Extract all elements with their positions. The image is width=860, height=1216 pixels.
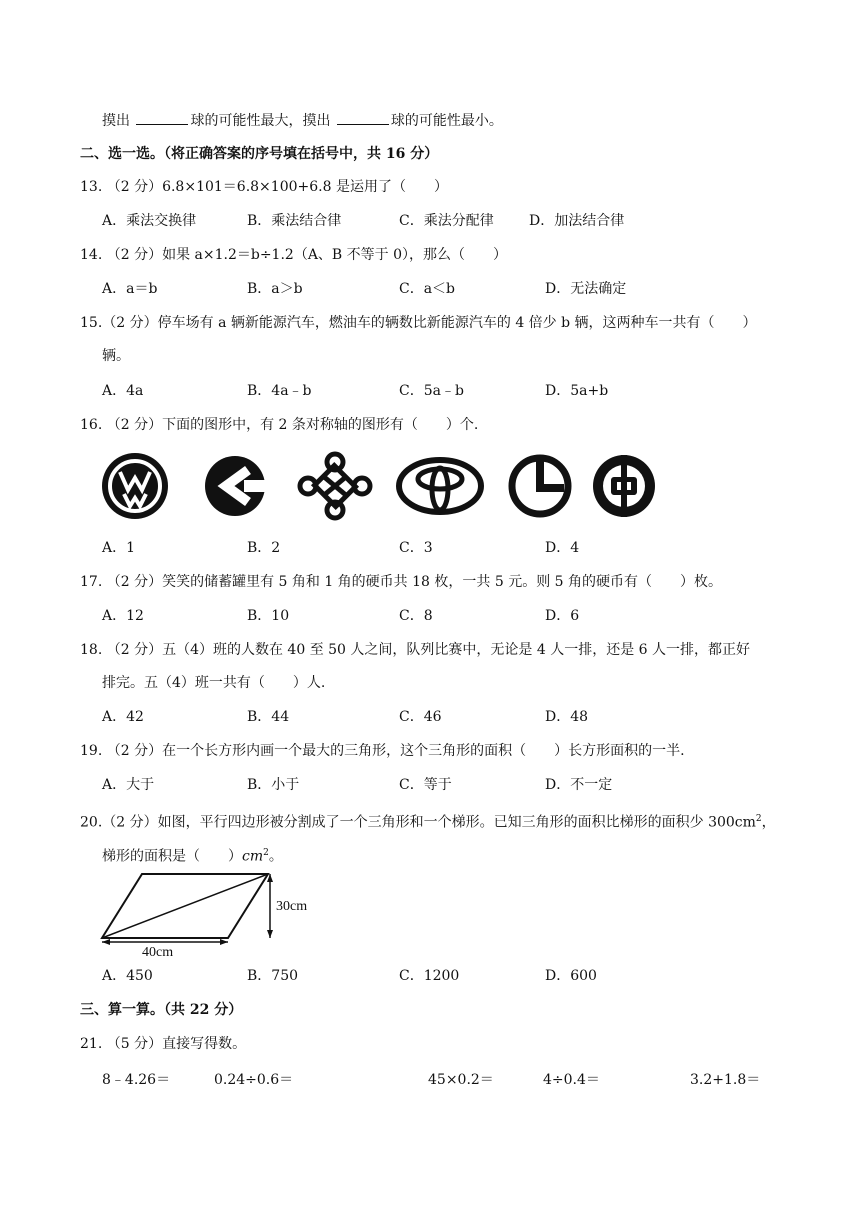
q16-option-b[interactable]: B．2 [247,540,281,556]
q13-option-b[interactable]: B．乘法结合律 [247,213,342,229]
q19-option-c[interactable]: C．等于 [399,777,452,793]
q18-option-c[interactable]: C．46 [399,709,442,725]
q20-unit-sup: 2 [263,848,269,858]
q12-text-post: 球的可能性最小。 [390,113,503,129]
answer-blank[interactable] [337,110,389,125]
q16-stem: 16. （2 分）下面的图形中，有 2 条对称轴的图形有（ ）个. [80,417,479,433]
q20-stem [80,809,776,833]
calc-item: 3.2+1.8＝ [690,1072,761,1088]
chinese-knot-icon [296,450,374,522]
boc-logo-icon [590,450,658,522]
ccb-logo-icon [204,450,266,522]
q15-option-a[interactable]: A．4a [102,383,144,399]
height-label: 30cm [276,899,308,914]
q12-tail [102,110,503,131]
section-heading-2: 二、选一选。（将正确答案的序号填在括号中，共 16 分） [80,146,439,162]
section-heading-3: 三、算一算。（共 22 分） [80,1002,243,1018]
q12-text-mid: 球的可能性最大，摸出 [190,113,331,129]
q13-stem: 13. （2 分）6.8×101＝6.8×100+6.8 是运用了（ ） [80,179,448,195]
calc-item: 0.24÷0.6＝ [214,1072,294,1088]
q14-option-b[interactable]: B．a＞b [247,281,303,297]
q14-stem: 14. （2 分）如果 a×1.2＝b÷1.2（A、B 不等于 0），那么（ ） [80,247,508,263]
q20-stem-end: ， [761,814,776,831]
q13-option-a[interactable]: A．乘法交换律 [102,213,197,229]
q19-option-d[interactable]: D．不一定 [545,777,613,793]
q20-stem2-text: 梯形的面积是（ ） [102,848,242,865]
q14-option-d[interactable]: D．无法确定 [545,281,627,297]
q15-option-b[interactable]: B．4a﹣b [247,383,312,399]
logo-figures [100,450,660,522]
q18-stem: 18. （2 分）五（4）班的人数在 40 至 50 人之间，队列比赛中，无论是 4 人一排，还是 6 人一排，都正好 [80,642,751,658]
q19-option-a[interactable]: A．大于 [102,777,155,793]
q20-stem-line2 [102,843,283,867]
q20-unit-end: 。 [268,848,283,865]
q18-stem-line2: 排完。五（4）班一共有（ ）人. [102,675,326,691]
toyota-logo-icon [396,450,484,522]
q14-option-a[interactable]: A．a＝b [102,281,158,297]
q18-option-a[interactable]: A．42 [102,709,144,725]
q20-unit: cm [242,848,264,865]
q17-option-b[interactable]: B．10 [247,608,290,624]
q17-option-d[interactable]: D．6 [545,608,580,624]
q18-option-b[interactable]: B．44 [247,709,290,725]
q16-option-d[interactable]: D．4 [545,540,580,556]
parallelogram-figure [100,868,316,958]
unicom-logo-icon [508,450,572,522]
q16-option-c[interactable]: C．3 [399,540,433,556]
q20-option-b[interactable]: B．750 [247,968,299,984]
q19-option-b[interactable]: B．小于 [247,777,300,793]
base-label: 40cm [142,945,174,958]
q20-stem-text: 20.（2 分）如图，平行四边形被分割成了一个三角形和一个梯形。已知三角形的面积比梯形的面积少 300cm [80,814,756,831]
q17-stem: 17. （2 分）笑笑的储蓄罐里有 5 角和 1 角的硬币共 18 枚，一共 5 元。则 5 角的硬币有（ ）枚。 [80,574,723,590]
q15-stem: 15.（2 分）停车场有 a 辆新能源汽车，燃油车的辆数比新能源汽车的 4 倍少 b 辆，这两种车一共有（ ） [80,315,757,331]
q15-option-d[interactable]: D．5a+b [545,383,609,399]
calc-item: 8﹣4.26＝ [102,1072,171,1088]
volkswagen-logo-icon [100,450,170,522]
calc-item: 45×0.2＝ [428,1072,494,1088]
q19-stem: 19. （2 分）在一个长方形内画一个最大的三角形，这个三角形的面积（ ）长方形面积的一半. [80,743,685,759]
q20-option-d[interactable]: D．600 [545,968,597,984]
q14-option-c[interactable]: C．a＜b [399,281,456,297]
q15-stem-line2: 辆。 [102,348,130,364]
q15-option-c[interactable]: C．5a﹣b [399,383,464,399]
q21-stem: 21. （5 分）直接写得数。 [80,1036,247,1052]
q17-option-a[interactable]: A．12 [102,608,144,624]
q20-option-c[interactable]: C．1200 [399,968,460,984]
q20-stem-sup: 2 [755,814,762,824]
answer-blank[interactable] [136,110,188,125]
q16-option-a[interactable]: A．1 [102,540,136,556]
q18-option-d[interactable]: D．48 [545,709,589,725]
q13-option-d[interactable]: D．加法结合律 [529,213,625,229]
calc-item: 4÷0.4＝ [543,1072,600,1088]
q20-option-a[interactable]: A．450 [102,968,153,984]
q13-option-c[interactable]: C．乘法分配律 [399,213,494,229]
q17-option-c[interactable]: C．8 [399,608,433,624]
q12-text-pre: 摸出 [102,113,130,129]
